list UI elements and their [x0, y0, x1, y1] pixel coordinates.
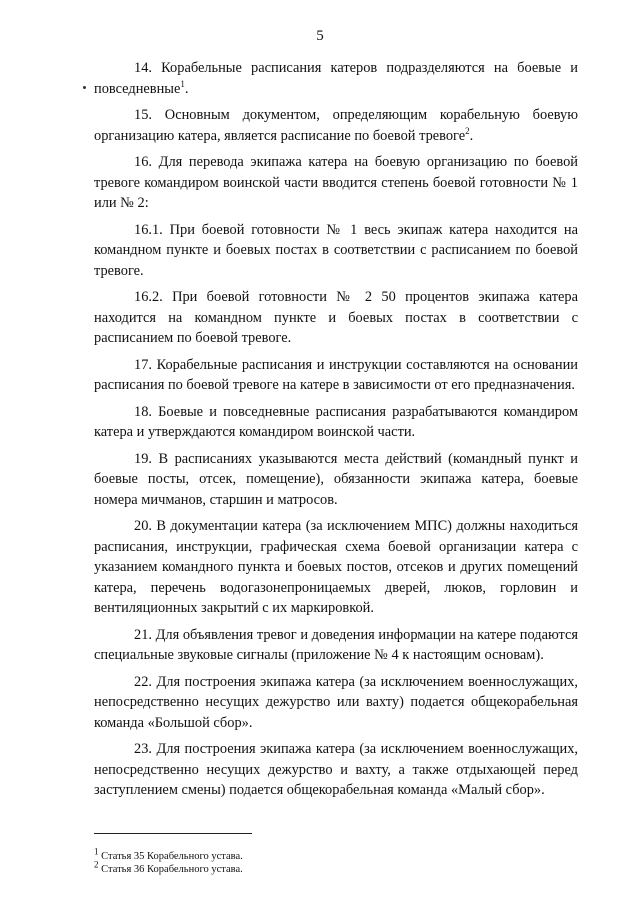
paragraph-16-1: 16.1. При боевой готовности № 1 весь экипаж катера находится на командном пункте и боевых постах в соответствии с расписанием по боевой тревоге.	[94, 221, 578, 279]
footnote-1: $^1$ Статья 35 Корабельного устава.	[94, 846, 243, 862]
paragraph-16: 16. Для перевода экипажа катера на боевую организацию по боевой тревоге командиром воинской части вводится степень боевой готовности № 1 или № 2:	[94, 154, 578, 211]
scan-speck	[83, 86, 86, 89]
footnote-separator	[94, 833, 252, 834]
paragraph-22: 22. Для построения экипажа катера (за исключением военнослужащих, непосредственно несущих дежурство или вахту) подается общекорабельная команда «Большой сбор».	[94, 673, 578, 731]
paragraph-21: 21. Для объявления тревог и доведения информации на катере подаются специальные звуковые сигналы (приложение № 4 к настоящим основам).	[94, 626, 578, 663]
paragraph-20: 20. В документации катера (за исключением МПС) должны находиться расписания, инструкции, графическая схема боевой организации катера с указанием командного пункта и боевых постов, отсеков и других помещений катера, перечень водогазонепроницаемых дверей, люков, горловин и вентиляционных закрытий с их маркировкой.	[94, 518, 578, 616]
document-body	[94, 58, 578, 807]
paragraph-15: 15. Основным документом, определяющим корабельную боевую организацию катера, является расписание по боевой тревоге$^2$.	[94, 107, 578, 144]
page-number: 5	[316, 28, 324, 44]
footnote-ref-1[interactable]: 1	[180, 78, 185, 89]
paragraph-17: 17. Корабельные расписания и инструкции составляются на основании расписания по боевой тревоге на катере в зависимости от его предназначения.	[94, 356, 578, 393]
footnote-ref-2[interactable]: 2	[465, 125, 470, 136]
paragraph-18: 18. Боевые и повседневные расписания разрабатываются командиром катера и утверждаются командиром воинской части.	[94, 403, 578, 440]
paragraph-23: 23. Для построения экипажа катера (за исключением военнослужащих, непосредственно несущих дежурство и вахту, а также отдыхающей перед заступлением смены) подается общекорабельная команда «Малый сбор».	[94, 741, 578, 798]
paragraph-19: 19. В расписаниях указываются места действий (командный пункт и боевые посты, отсек, помещение), обязанности экипажа катера, боевые номера мичманов, старшин и матросов.	[94, 450, 578, 508]
footnote-2: $^2$ Статья 36 Корабельного устава.	[94, 859, 243, 875]
paragraph-16-2: 16.2. При боевой готовности № 2 50 процентов экипажа катера находится на командном пункте и боевых постах в соответствии с расписанием по боевой тревоге.	[94, 289, 578, 346]
footnotes	[94, 846, 578, 876]
paragraph-14: 14. Корабельные расписания катеров подразделяются на боевые и повседневные$^1$.	[94, 60, 578, 97]
